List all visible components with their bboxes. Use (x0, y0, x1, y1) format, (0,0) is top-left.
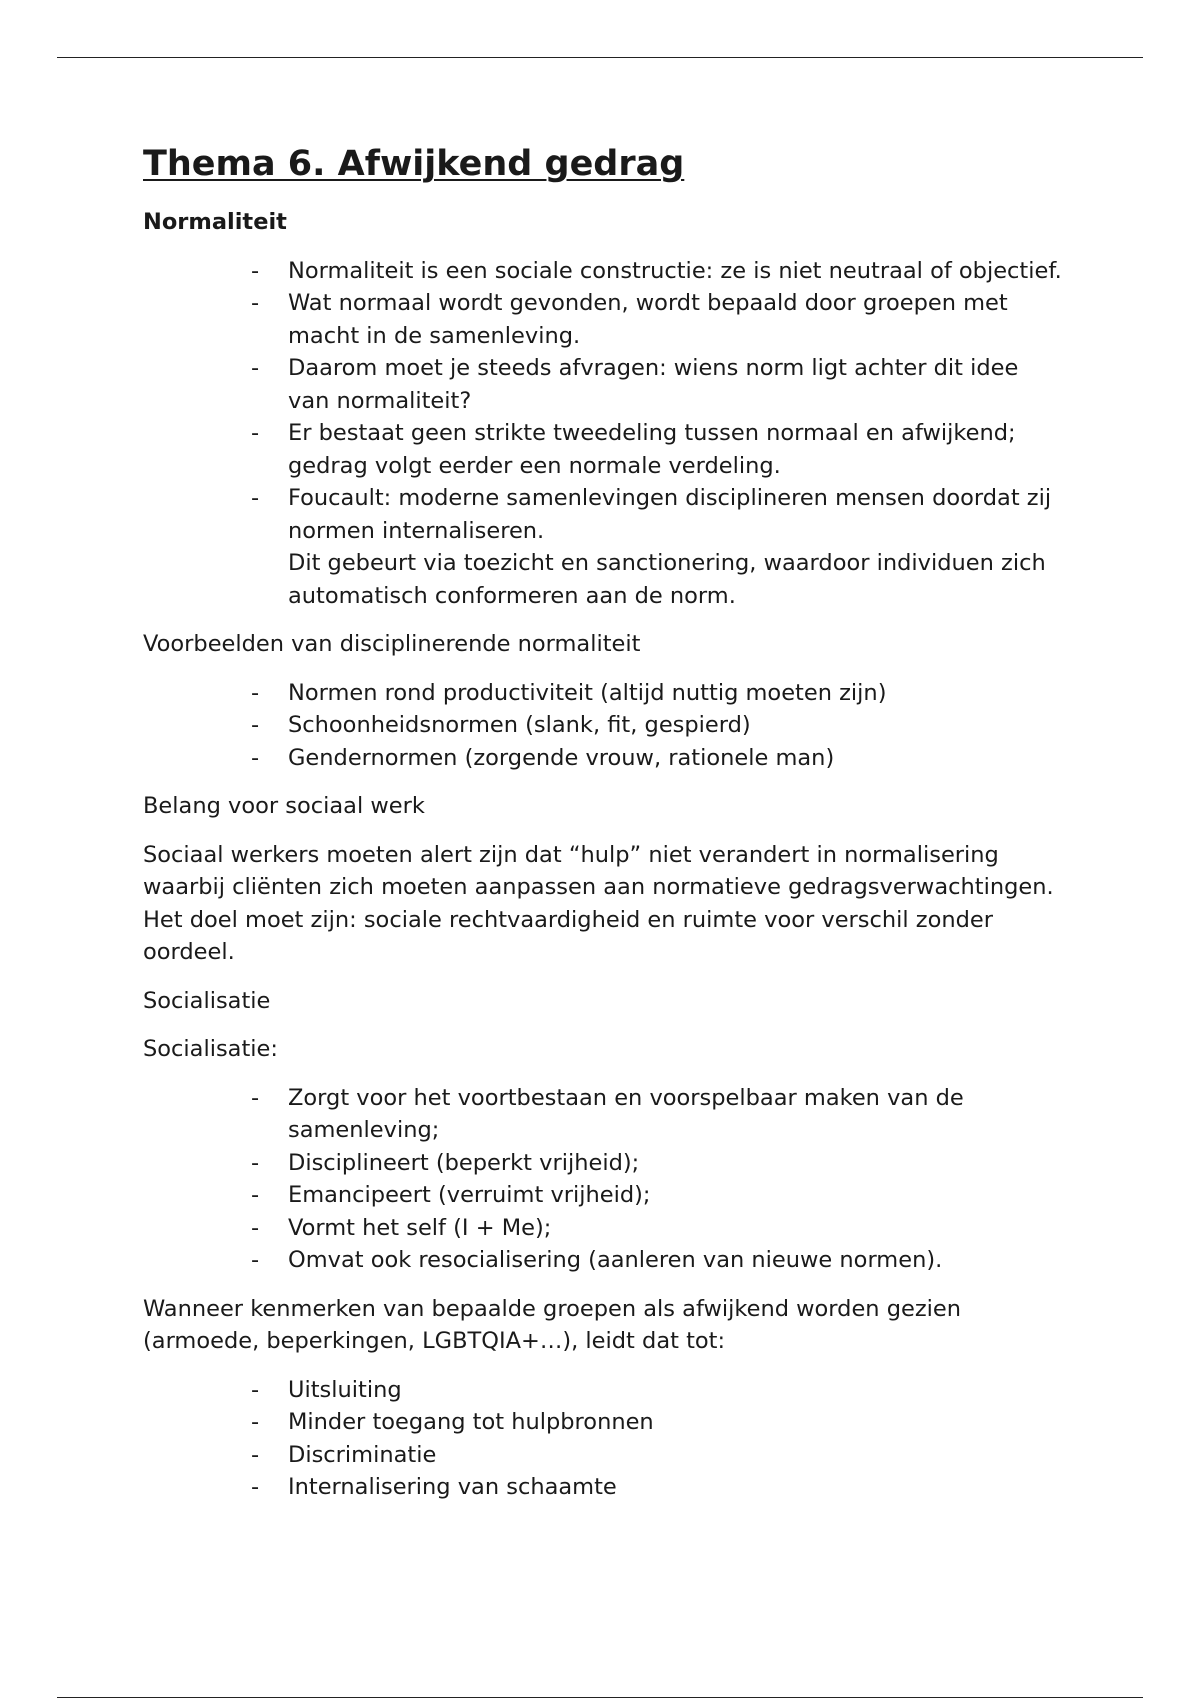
examples-list (143, 677, 1063, 775)
list-item-text: - Foucault: moderne samenlevingen disciplineren mensen doordat zij normen internaliseren. (288, 485, 1052, 544)
list-item: - Vormt het self (I + Me); (143, 1212, 1063, 1245)
list-item: - Minder toegang tot hulpbronnen (143, 1406, 1063, 1439)
socialisation-list (143, 1082, 1063, 1277)
list-item: - Daarom moet je steeds afvragen: wiens norm ligt achter dit idee van normaliteit? (143, 352, 1063, 417)
list-item: - Wat normaal wordt gevonden, wordt bepaald door groepen met macht in de samenleving. (143, 287, 1063, 352)
page-title: Thema 6. Afwijkend gedrag (143, 144, 685, 184)
list-item: - Internalisering van schaamte (143, 1471, 1063, 1504)
list-item: - Er bestaat geen strikte tweedeling tussen normaal en afwijkend; gedrag volgt eerder een normale verdeling. (143, 417, 1063, 482)
list-item (143, 482, 1063, 612)
section-heading-normaliteit: Normaliteit (143, 209, 287, 235)
list-item: - Zorgt voor het voortbestaan en voorspelbaar maken van de samenleving; (143, 1082, 1063, 1147)
footer-rule (57, 1697, 1143, 1698)
social-work-heading: Belang voor sociaal werk (143, 793, 425, 819)
socialisation-intro: Socialisatie: (143, 1036, 278, 1062)
normaliteit-list (143, 255, 1063, 613)
list-item: - Gendernormen (zorgende vrouw, rationele man) (143, 742, 1063, 775)
list-item-continuation: Dit gebeurt via toezicht en sanctionering, waardoor individuen zich automatisch conformeren aan de norm. (288, 550, 1046, 609)
document-body (143, 140, 1063, 1520)
socialisation-heading: Socialisatie (143, 987, 271, 1014)
list-item: - Disciplineert (beperkt vrijheid); (143, 1147, 1063, 1180)
examples-heading: Voorbeelden van disciplinerende normaliteit (143, 631, 641, 657)
list-item: - Emancipeert (verruimt vrijheid); (143, 1179, 1063, 1212)
list-item: - Omvat ook resocialisering (aanleren van nieuwe normen). (143, 1244, 1063, 1277)
list-item: - Schoonheidsnormen (slank, fit, gespierd) (143, 709, 1063, 742)
deviance-intro: Wanneer kenmerken van bepaalde groepen als afwijkend worden gezien (armoede, beperkingen, LGBTQIA+…), leidt dat tot: (143, 1295, 961, 1354)
list-item: - Normen rond productiviteit (altijd nuttig moeten zijn) (143, 677, 1063, 710)
list-item: - Discriminatie (143, 1439, 1063, 1472)
list-item: - Normaliteit is een sociale constructie: ze is niet neutraal of objectief. (143, 255, 1063, 288)
deviance-list (143, 1374, 1063, 1504)
list-item: - Uitsluiting (143, 1374, 1063, 1407)
social-work-paragraph: Sociaal werkers moeten alert zijn dat “hulp” niet verandert in normalisering waarbij cliënten zich moeten aanpassen aan normatieve gedragsverwachtingen. Het doel moet zijn: sociale rechtvaardigheid en ruimte voor verschil zonder oordeel. (143, 841, 1054, 965)
header-rule (57, 57, 1143, 58)
